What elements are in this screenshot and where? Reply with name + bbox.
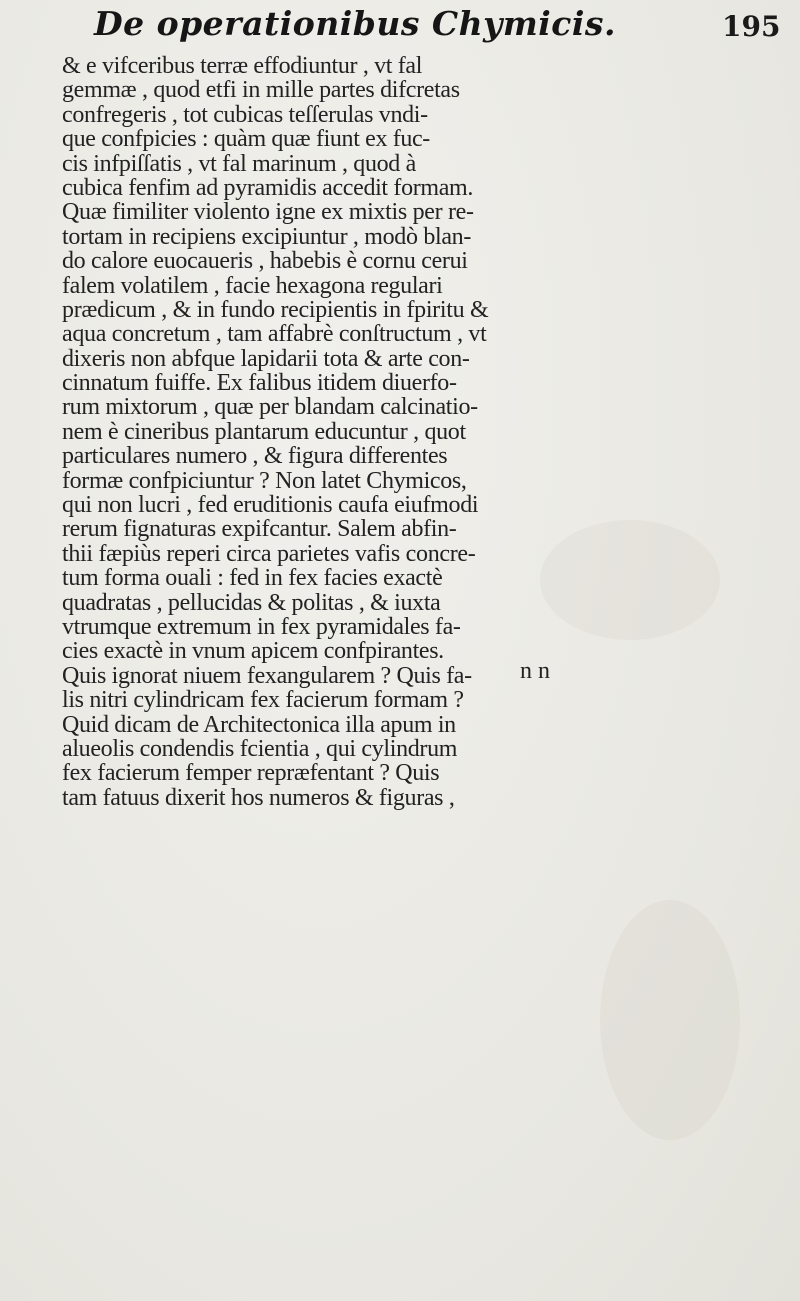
page-number: 195: [722, 10, 781, 43]
text-line: dixeris non abfque lapidarii tota & arte con-: [62, 345, 470, 372]
text-line: cies exactè in vnum apicem confpirantes.: [62, 638, 444, 665]
text-line: formæ confpiciuntur ? Non latet Chymicos,: [62, 467, 467, 494]
text-line: & e vifceribus terræ effodiuntur , vt fal: [62, 53, 423, 79]
text-line: prædicum , & in fundo recipientis in fpiritu &: [62, 296, 489, 323]
text-line: qui non lucri , fed eruditionis caufa eiufmodi: [62, 492, 479, 519]
body-text: [62, 54, 800, 810]
text-line: que confpicies : quàm quæ fiunt ex fuc-: [62, 126, 430, 153]
text-line: tum forma ouali : fed in fex facies exactè: [62, 565, 443, 592]
text-line: tortam in recipiens excipiuntur , modò blan-: [62, 223, 472, 250]
paper-stain: [600, 900, 740, 1140]
text-line: cinnatum fuiffe. Ex falibus itidem diuerfo-: [62, 370, 457, 397]
text-line: gemmæ , quod etfi in mille partes difcretas: [62, 77, 460, 104]
running-title: De operationibus Chymicis.: [94, 4, 616, 43]
text-line: cubica fenfim ad pyramidis accedit formam.: [62, 174, 474, 201]
text-line: do calore euocaueris , habebis è cornu cerui: [62, 248, 468, 275]
text-line: rum mixtorum , quæ per blandam calcinatio-: [62, 394, 478, 421]
text-line: particulares numero , & figura differentes: [62, 443, 448, 470]
text-line: lis nitri cylindricam fex facierum formam ?: [62, 687, 464, 714]
text-line: quadratas , pellucidas & politas , & iuxta: [62, 589, 441, 616]
text-line: Quid dicam de Architectonica illa apum in: [62, 711, 456, 738]
text-line: thii fæpiùs reperi circa parietes vafis concre-: [62, 540, 476, 567]
text-line: cis infpiſſatis , vt fal marinum , quod à: [62, 150, 416, 177]
page-header: [64, 4, 784, 54]
text-line: alueolis condendis fcientia , qui cylindrum: [62, 735, 458, 762]
text-line: confregeris , tot cubicas teſſerulas vndi-: [62, 101, 428, 128]
text-line: vtrumque extremum in fex pyramidales fa-: [62, 613, 461, 640]
text-line: nem è cineribus plantarum educuntur , quot: [62, 418, 466, 445]
text-line: aqua concretum , tam affabrè conſtructum , vt: [62, 321, 487, 348]
text-line: Quis ignorat niuem fexangularem ? Quis fa-: [62, 662, 472, 689]
text-line: rerum fignaturas expifcantur. Salem abfin-: [62, 516, 457, 543]
text-line: tam fatuus dixerit hos numeros & figuras ,: [62, 784, 455, 811]
text-line: fex facierum femper repræfentant ? Quis: [62, 760, 440, 787]
text-line: Quæ fimiliter violento igne ex mixtis per re-: [62, 199, 474, 226]
text-line: falem volatilem , facie hexagona regulari: [62, 272, 443, 299]
signature-mark: n n: [520, 658, 550, 684]
